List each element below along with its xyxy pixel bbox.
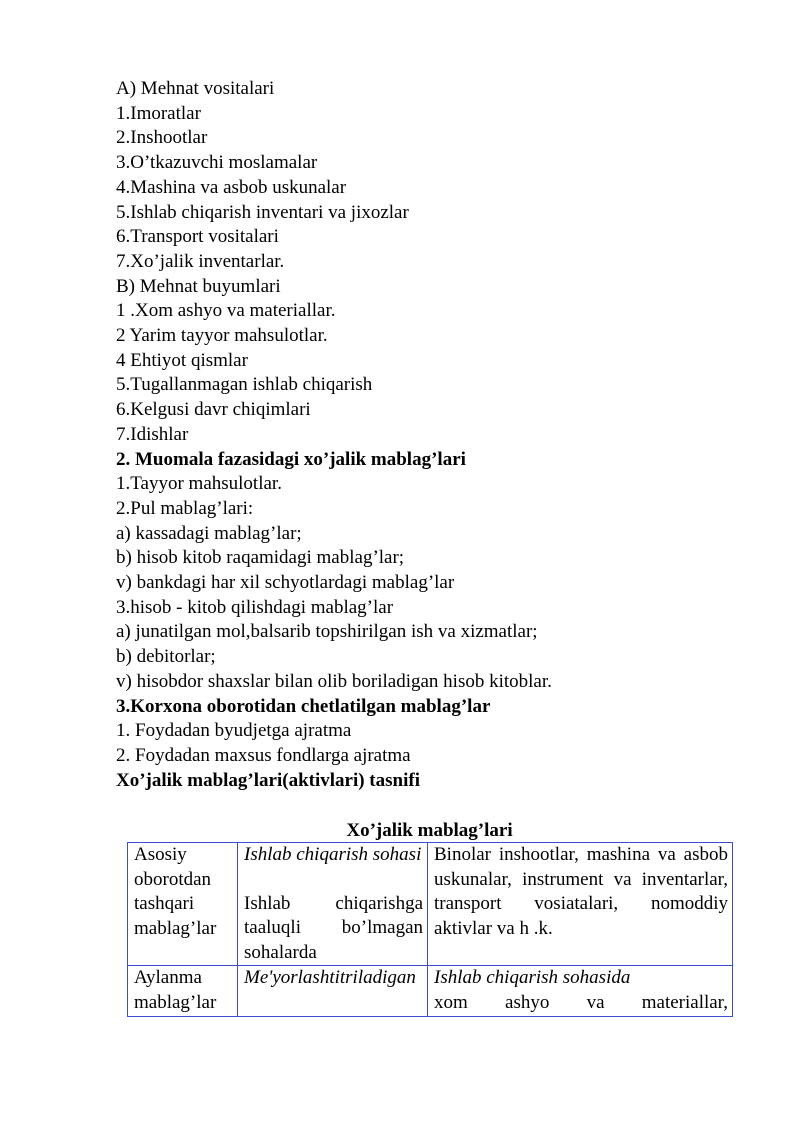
- list-item: 2.Inshootlar: [116, 127, 208, 149]
- document-page: [116, 77, 736, 793]
- list-item: 2. Foydadan maxsus fondlarga ajratma: [116, 744, 411, 766]
- list-item: a) kassadagi mablag’lar;: [116, 522, 302, 544]
- list-item: 4 Ehtiyot qismlar: [116, 349, 248, 371]
- section-heading: 2. Muomala fazasidagi xo’jalik mablag’lari: [116, 448, 466, 470]
- table-title: Xo’jalik mablag’lari: [346, 820, 513, 841]
- list-item: 1.Tayyor mahsulotlar.: [116, 473, 282, 495]
- description-cell: [428, 843, 733, 966]
- list-item: v) hisobdor shaxslar bilan olib boriladigan hisob kitoblar.: [116, 670, 552, 692]
- category-label: Aylanma mablag’lar: [134, 967, 217, 1013]
- list-item: v) bankdagi har xil schyotlardagi mablag’lar: [116, 572, 455, 594]
- list-item: 2 Yarim tayyor mahsulotlar.: [116, 325, 328, 347]
- list-item: 1.Imoratlar: [116, 102, 201, 124]
- description-cell: [428, 966, 733, 1016]
- category-cell: [128, 966, 238, 1016]
- list-item: b) debitorlar;: [116, 646, 216, 668]
- section-heading: Xo’jalik mablag’lari(aktivlari) tasnifi: [116, 769, 420, 791]
- description-text: Binolar inshootlar, mashina va asbob uskunalar, instrument va inventarlar, transport vosiatalari, nomoddiy aktivlar va h .k.: [434, 844, 728, 939]
- list-item: 5.Tugallanmagan ishlab chiqarish: [116, 374, 373, 396]
- table-row: [128, 843, 733, 966]
- list-item: 5.Ishlab chiqarish inventari va jixozlar: [116, 201, 409, 223]
- sphere-cell: [238, 843, 428, 966]
- sphere-cell: [238, 966, 428, 1016]
- sphere-production: Ishlab chiqarish sohasi: [244, 844, 422, 865]
- table-row: [128, 966, 733, 1016]
- description-text: xom ashyo va materiallar,: [434, 991, 728, 1013]
- classification-list: [116, 77, 736, 793]
- list-item: 1 .Xom ashyo va materiallar.: [116, 300, 336, 322]
- list-item: a) junatilgan mol,balsarib topshirilgan ish va xizmatlar;: [116, 621, 538, 643]
- list-item: 4.Mashina va asbob uskunalar: [116, 176, 347, 198]
- list-item: 7.Idishlar: [116, 423, 189, 445]
- list-item: 1. Foydadan byudjetga ajratma: [116, 720, 352, 742]
- list-item: 3.hisob - kitob qilishdagi mablag’lar: [116, 596, 394, 618]
- list-item: 6.Kelgusi davr chiqimlari: [116, 399, 311, 421]
- table-title-wrap: [127, 820, 732, 842]
- list-item: 2.Pul mablag’lari:: [116, 497, 254, 519]
- category-label: Asosiy oborotdan tashqari mablag’lar: [134, 844, 217, 939]
- assets-classification-table: [127, 842, 733, 1017]
- list-item: A) Mehnat vositalari: [116, 78, 275, 99]
- category-cell: [128, 843, 238, 966]
- list-item: 7.Xo’jalik inventarlar.: [116, 250, 285, 272]
- sphere-non-production: Ishlab chiqarishga taaluqli bo’lmagan sohalarda: [244, 892, 423, 963]
- description-heading: Ishlab chiqarish sohasida: [434, 967, 631, 989]
- sphere-normalized: Me'yorlashtitriladigan: [244, 967, 416, 989]
- list-item: 6.Transport vositalari: [116, 226, 279, 248]
- list-item: 3.O’tkazuvchi moslamalar: [116, 152, 318, 174]
- list-item: b) hisob kitob raqamidagi mablag’lar;: [116, 547, 405, 569]
- section-heading: 3.Korxona oborotidan chetlatilgan mablag’lar: [116, 695, 491, 717]
- list-item: B) Mehnat buyumlari: [116, 275, 281, 297]
